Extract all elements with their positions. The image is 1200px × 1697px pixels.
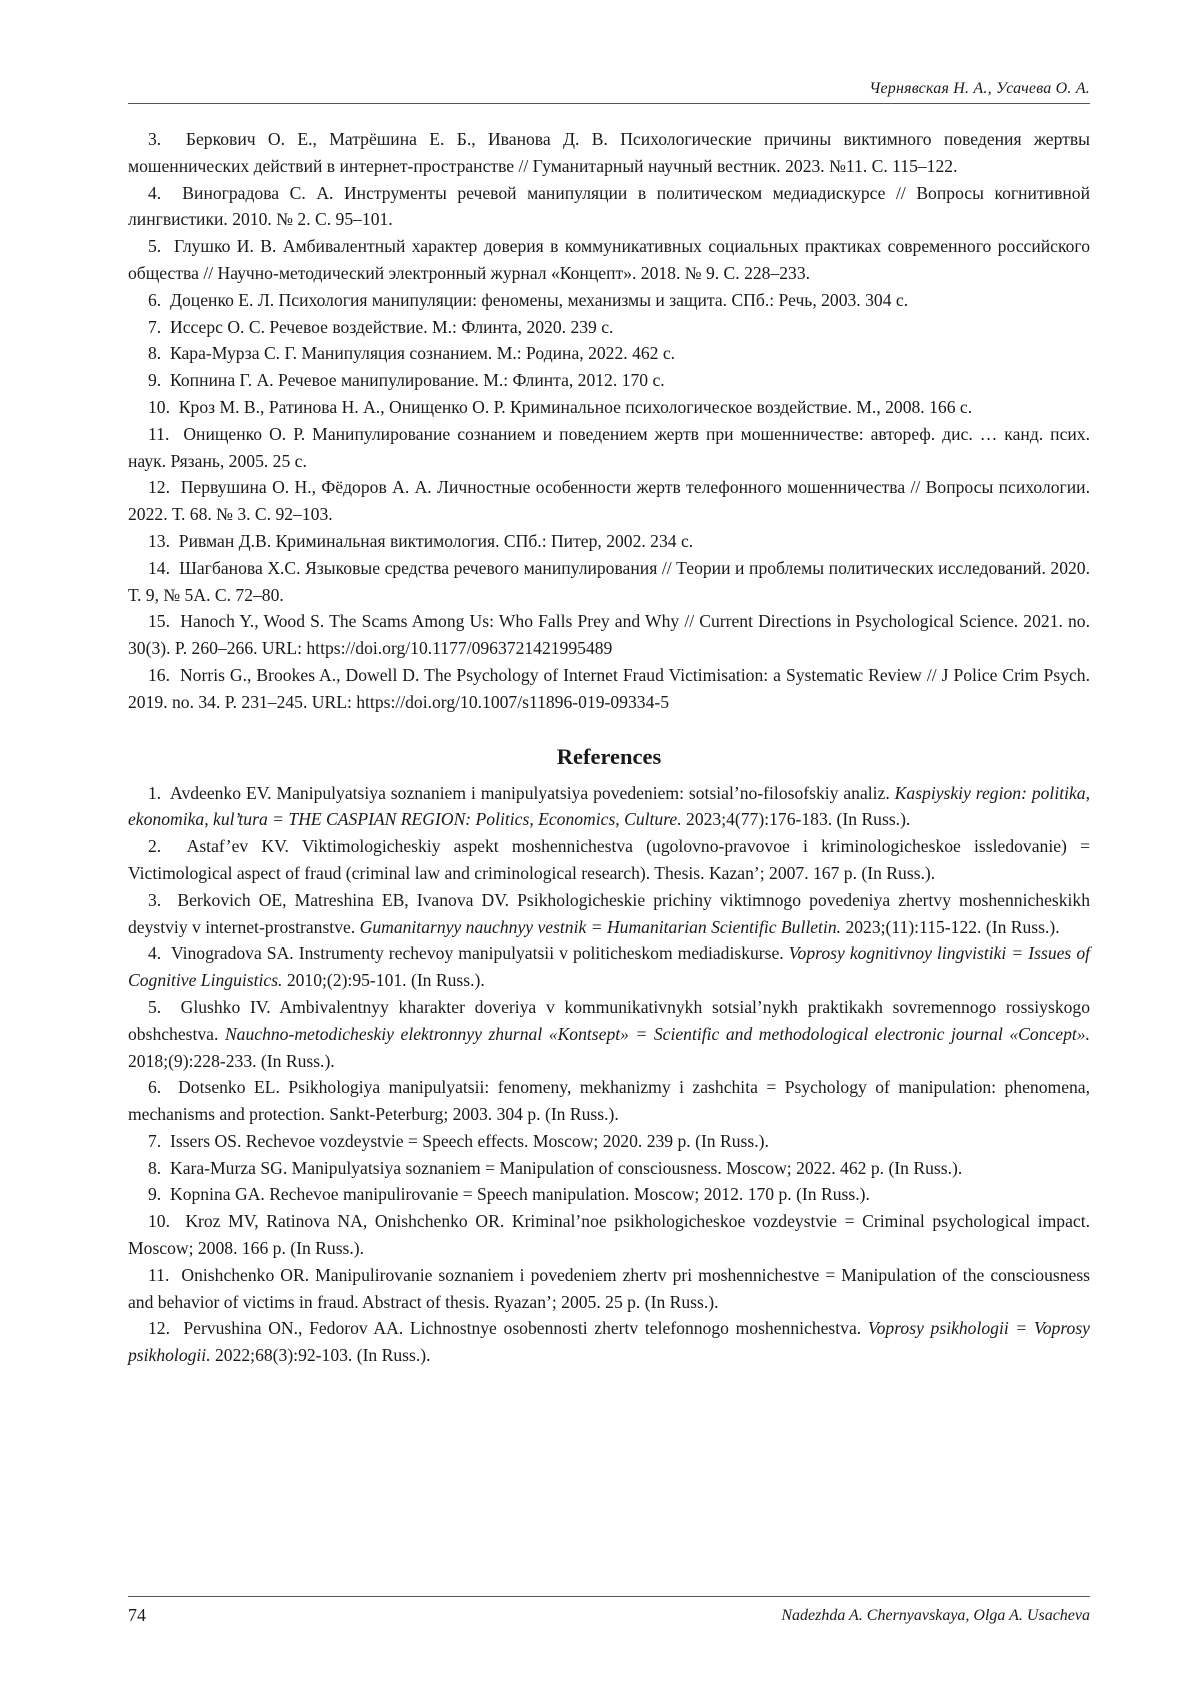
reference-details: 2023;(11):115-122. (In Russ.).	[841, 916, 1060, 937]
reference-text: Hanoch Y., Wood S. The Scams Among Us: Who Falls Prey and Why // Current Directions in Psychological Science. 2021. no. 30(3). P. 260–266. URL: https://doi.org/10.1177/0963721421995489	[128, 611, 1091, 659]
reference-source-title: Kaspiyskiy region: politika, ekonomika, kul’tura = THE CASPIAN REGION: Politics, Economics, Culture.	[128, 782, 1090, 830]
reference-text: Кара-Мурза С. Г. Манипуляция сознанием. М.: Родина, 2022. 462 с.	[170, 343, 676, 364]
reference-item	[128, 780, 1090, 834]
footer-authors: Nadezhda A. Chernyavskaya, Olga A. Usacheva	[781, 1607, 1090, 1624]
reference-number: 8.	[148, 343, 162, 364]
reference-item	[128, 340, 1090, 367]
reference-details: 2018;(9):228-233. (In Russ.).	[128, 1050, 335, 1071]
reference-number: 7.	[148, 1130, 162, 1151]
reference-source-title: Voprosy psikhologii = Voprosy psikhologii.	[128, 1318, 1090, 1366]
reference-item	[128, 233, 1090, 287]
reference-item	[128, 940, 1090, 994]
reference-text: Pervushina ON., Fedorov AA. Lichnostnye osobennosti zhertv telefonnogo moshennichestva.	[183, 1318, 868, 1339]
reference-item	[128, 662, 1090, 716]
russian-reference-list	[128, 126, 1090, 716]
reference-text: Onishchenko OR. Manipulirovanie soznaniem i povedeniem zhertv pri moshennichestve = Manipulation of the consciousness and behavior of victims in fraud. Abstract of thesis. Ryazan’; 2005. 25 p. (In Russ.).	[128, 1264, 1091, 1312]
reference-text: Копнина Г. А. Речевое манипулирование. М.: Флинта, 2012. 170 с.	[170, 370, 665, 391]
reference-item	[128, 1262, 1090, 1316]
reference-item	[128, 421, 1090, 475]
reference-item	[128, 555, 1090, 609]
reference-number: 9.	[148, 370, 162, 391]
reference-number: 10.	[148, 1211, 170, 1232]
reference-details: 2010;(2):95-101. (In Russ.).	[282, 970, 485, 991]
header-rule	[128, 103, 1090, 104]
reference-number: 11.	[148, 1264, 170, 1285]
reference-number: 15.	[148, 611, 170, 632]
reference-text: Dotsenko EL. Psikhologiya manipulyatsii: fenomeny, mekhanizmy i zashchita = Psychology of manipulation: phenomena, mechanisms and protection. Sankt-Peterburg; 2003. 304 p. (In Russ.).	[128, 1077, 1091, 1125]
reference-text: Иссерс О. С. Речевое воздействие. М.: Флинта, 2020. 239 с.	[170, 316, 614, 337]
reference-text: Astaf’ev KV. Viktimologicheskiy aspekt moshennichestva (ugolovno-pravovoe i kriminologicheskoe issledovanie) = Victimological aspect of fraud (criminal law and criminological research). Thesis. Kazan’; 2007. 167 p. (In Russ.).	[128, 836, 1090, 883]
reference-text: Онищенко О. Р. Манипулирование сознанием и поведением жертв при мошенничестве: автореф. дис. … канд. псих. наук. Рязань, 2005. 25 с.	[128, 423, 1090, 471]
reference-text: Виноградова С. А. Инструменты речевой манипуляции в политическом медиадискурсе // Вопросы когнитивной лингвистики. 2010. № 2. С. 95–101.	[128, 182, 1091, 230]
reference-number: 13.	[148, 530, 170, 551]
page-content	[128, 126, 1090, 1369]
reference-text: Kara-Murza SG. Manipulyatsiya soznaniem = Manipulation of consciousness. Moscow; 2022. 462 p. (In Russ.).	[170, 1157, 963, 1178]
reference-number: 16.	[148, 664, 170, 685]
reference-number: 12.	[148, 1318, 170, 1339]
reference-item	[128, 314, 1090, 341]
reference-number: 5.	[148, 236, 162, 257]
reference-number: 11.	[148, 423, 170, 444]
reference-text: Issers OS. Rechevoe vozdeystvie = Speech effects. Moscow; 2020. 239 p. (In Russ.).	[170, 1130, 769, 1151]
reference-number: 4.	[148, 943, 162, 964]
footer-rule	[128, 1596, 1090, 1597]
reference-item	[128, 394, 1090, 421]
reference-item	[128, 1074, 1090, 1128]
reference-item	[128, 528, 1090, 555]
reference-number: 3.	[148, 889, 162, 910]
reference-item	[128, 287, 1090, 314]
reference-item	[128, 608, 1090, 662]
reference-number: 10.	[148, 396, 170, 417]
reference-number: 4.	[148, 182, 162, 203]
reference-item	[128, 1155, 1090, 1182]
reference-text: Доценко Е. Л. Психология манипуляции: феномены, механизмы и защита. СПб.: Речь, 2003. 304 с.	[170, 289, 909, 310]
reference-item	[128, 994, 1090, 1074]
reference-number: 5.	[148, 996, 162, 1017]
reference-number: 6.	[148, 289, 162, 310]
reference-text: Беркович О. Е., Матрёшина Е. Б., Иванова Д. В. Психологические причины виктимного поведения жертвы мошеннических действий в интернет-пространстве // Гуманитарный научный вестник. 2023. №11. С. 115–122.	[128, 129, 1090, 176]
reference-text: Ривман Д.В. Криминальная виктимология. СПб.: Питер, 2002. 234 с.	[178, 530, 694, 551]
reference-details: 2023;4(77):176-183. (In Russ.).	[681, 809, 911, 830]
reference-text: Norris G., Brookes A., Dowell D. The Psychology of Internet Fraud Victimisation: a Systematic Review // J Police Crim Psych. 2019. no. 34. P. 231–245. URL: https://doi.org/10.1007/s11896-019-09334-5	[128, 664, 1090, 712]
reference-text: Кроз М. В., Ратинова Н. А., Онищенко О. Р. Криминальное психологическое воздействие. М., 2008. 166 с.	[178, 396, 973, 417]
reference-text: Vinogradova SA. Instrumenty rechevoy manipulyatsii v politicheskom mediadiskurse.	[170, 943, 789, 964]
running-head: Чернявская Н. А., Усачева О. А.	[869, 80, 1090, 97]
reference-item	[128, 1208, 1090, 1262]
page-number: 74	[128, 1605, 146, 1625]
reference-number: 8.	[148, 1157, 162, 1178]
reference-text: Avdeenko EV. Manipulyatsiya soznaniem i manipulyatsiya povedeniem: sotsial’no-filosofskiy analiz.	[170, 782, 895, 803]
reference-item	[128, 126, 1090, 180]
english-reference-list	[128, 780, 1090, 1370]
references-heading: References	[556, 743, 662, 769]
reference-item	[128, 1315, 1090, 1369]
reference-number: 6.	[148, 1077, 162, 1098]
reference-item	[128, 180, 1090, 234]
reference-item	[128, 367, 1090, 394]
reference-source-title: Gumanitarnyy nauchnyy vestnik = Humanitarian Scientific Bulletin.	[359, 916, 842, 937]
reference-source-title: Voprosy kognitivnoy lingvistiki = Issues of Cognitive Linguistics.	[128, 943, 1091, 991]
reference-source-title: Nauchno-metodicheskiy elektronnyy zhurnal «Kontsept» = Scientific and methodological electronic journal «Concept».	[224, 1023, 1090, 1044]
reference-item	[128, 887, 1090, 941]
reference-number: 14.	[148, 557, 170, 578]
reference-number: 9.	[148, 1184, 162, 1205]
reference-item	[128, 474, 1090, 528]
reference-text: Kroz MV, Ratinova NA, Onishchenko OR. Kriminal’noe psikhologicheskoe vozdeystvie = Criminal psychological impact. Moscow; 2008. 166 p. (In Russ.).	[128, 1211, 1091, 1259]
reference-item	[128, 1181, 1090, 1208]
reference-item	[128, 1128, 1090, 1155]
reference-text: Глушко И. В. Амбивалентный характер доверия в коммуникативных социальных практиках современного российского общества // Научно-методический электронный журнал «Концепт». 2018. № 9. С. 228–233.	[128, 236, 1090, 283]
reference-item	[128, 833, 1090, 887]
reference-number: 2.	[148, 836, 162, 857]
reference-text: Berkovich OE, Matreshina EB, Ivanova DV. Psikhologicheskie prichiny viktimnogo povedeniya zhertvy moshennicheskikh deystviy v internet-prostranstve.	[128, 889, 1091, 937]
reference-text: Первушина О. Н., Фёдоров А. А. Личностные особенности жертв телефонного мошенничества // Вопросы психологии. 2022. Т. 68. № 3. С. 92–103.	[128, 477, 1090, 525]
reference-number: 3.	[148, 129, 162, 149]
reference-details: 2022;68(3):92-103. (In Russ.).	[210, 1345, 431, 1366]
reference-text: Шагбанова Х.С. Языковые средства речевого манипулирования // Теории и проблемы политических исследований. 2020. Т. 9, № 5А. С. 72–80.	[128, 557, 1090, 605]
reference-text: Glushko IV. Ambivalentnyy kharakter doveriya v kommunikativnykh sotsial’nykh praktikakh sovremennogo rossiyskogo obshchestva.	[128, 996, 1091, 1044]
reference-text: Kopnina GA. Rechevoe manipulirovanie = Speech manipulation. Moscow; 2012. 170 p. (In Russ.).	[170, 1184, 870, 1205]
reference-number: 12.	[148, 477, 170, 498]
reference-number: 1.	[148, 782, 162, 803]
reference-number: 7.	[148, 316, 162, 337]
